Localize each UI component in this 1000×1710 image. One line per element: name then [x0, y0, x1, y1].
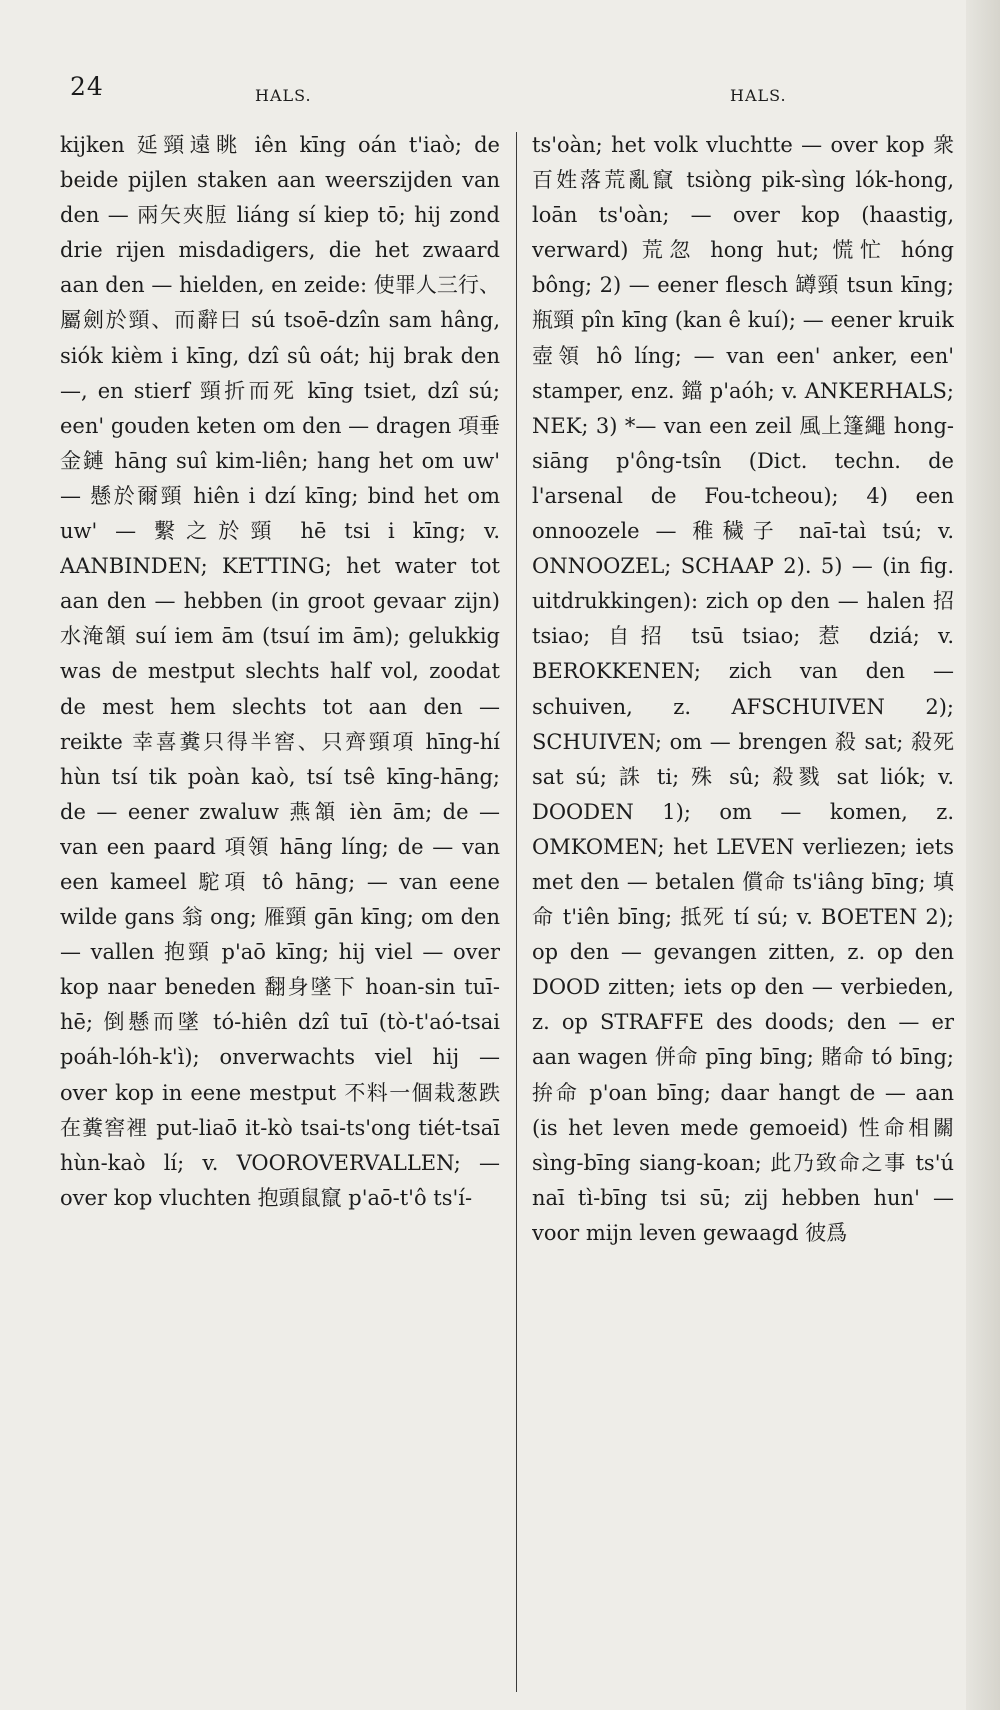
running-header — [70, 72, 950, 112]
left-column-text: kijken 延頸遠眺 iên kīng oán t'iaò; de beide pijlen staken aan weerszijden van den — 兩矢夾脰 liáng sí kiep tō; hij zond drie rijen misdadigers, die het zwaard aan den — hielden, en zeide: 使罪人三行、屬劍於頸、而辭曰 sú tsoē-dzîn sam hâng, siók kièm i kīng, dzî sû oát; hij brak den —, en stierf 頸折而死 kīng tsiet, dzî sú; een' gouden keten om den — dragen 項垂金鏈 hāng suî kim-liên; hang het om uw' — 懸於爾頸 hiên i dzí kīng; bind het om uw' — 繫之於頸 hē tsi i kīng; v. AANBINDEN; KETTING; het water tot aan den — hebben (in groot gevaar zijn) 水淹頷 suí iem ām (tsuí im ām); gelukkig was de mestput slechts half vol, zoodat de mest hem slechts tot aan den — reikte 幸喜糞只得半窖、只齊頸項 hīng-hí hùn tsí tik poàn kaò, tsí tsê kīng-hāng; de — eener zwaluw 燕頷 ièn ām; de — van een paard 項領 hāng líng; de — van een kameel 駝項 tô hāng; — van eene wilde gans 翁 ong; 雁頸 gān kīng; om den — vallen 抱頸 p'aō kīng; hij viel — over kop naar beneden 翻身墜下 hoan-sin tuī-hē; 倒懸而墜 tó-hiên dzî tuī (tò-t'aó-tsai poáh-lóh-k'ì); onverwachts viel hij — over kop in eene mestput 不料一個栽葱跌在糞窖裡 put-liaō it-kò tsai-ts'ong tiét-tsaī hùn-kaò lí; v. VOOROVERVALLEN; — over kop vluchten 抱頭鼠竄 p'aō-t'ô ts'í- — [60, 133, 500, 1210]
column-divider — [516, 132, 517, 1692]
page-edge-shadow — [966, 0, 1000, 1710]
left-running-head: HALS. — [255, 86, 312, 105]
right-column-text: ts'oàn; het volk vluchtte — over kop 衆百姓落荒亂竄 tsiòng pik-sìng lók-hong, loān ts'oàn; — over kop (haastig, verward) 荒忽 hong hut; 慌忙 hóng bông; 2) — eener flesch 罇頸 tsun kīng; 瓶頸 pîn kīng (kan ê kuí); — eener kruik 壺領 hô líng; — van een' anker, een' stamper, enz. 鐺 p'aóh; v. ANKERHALS; NEK; 3) *— van een zeil 風上篷繩 hong-siāng p'ông-tsîn (Dict. techn. de l'arsenal de Fou-tcheou); 4) een onnoozele — 稚穢子 naī-taì tsú; v. ONNOOZEL; SCHAAP 2). 5) — (in fig. uitdrukkingen): zich op den — halen 招 tsiao; 自招 tsū tsiao; 惹 dziá; v. BEROKKENEN; zich van den — schuiven, z. AFSCHUIVEN 2); SCHUIVEN; om — brengen 殺 sat; 殺死 sat sú; 誅 ti; 殊 sû; 殺戮 sat liók; v. DOODEN 1); om — komen, z. OMKOMEN; het LEVEN verliezen; iets met den — betalen 償命 ts'iâng bīng; 填命 t'iên bīng; 抵死 tí sú; v. BOETEN 2); op den — gevangen zitten, z. op den DOOD zitten; iets op den — verbieden, z. op STRAFFE des doods; den — er aan wagen 併命 pīng bīng; 賭命 tó bīng; 拚命 p'oan bīng; daar hangt de — aan (is het leven mede gemoeid) 性命相關 sìng-bīng siang-koan; 此乃致命之事 ts'ú naī tì-bīng tsi sū; zij hebben hun' — voor mijn leven gewaagd 彼爲 — [532, 133, 954, 1245]
right-column — [532, 128, 954, 1688]
left-column — [60, 128, 500, 1688]
right-running-head: HALS. — [730, 86, 787, 105]
page-number: 24 — [70, 72, 104, 101]
